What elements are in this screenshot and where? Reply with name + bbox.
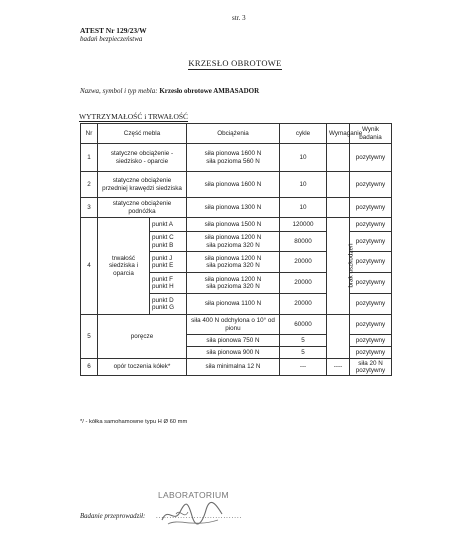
cell-cycles: 10	[280, 172, 327, 198]
header-result: Wynik badania	[350, 124, 392, 144]
cell-point-line: punkt F	[152, 275, 173, 283]
signoff-dotted-line: ................................	[156, 513, 243, 520]
signoff-label: Badanie przeprowadził:	[80, 513, 146, 520]
cell-point-line: punkt G	[152, 304, 175, 311]
cell-result: pozytywny	[350, 347, 392, 359]
cell-cycles: 120000	[280, 218, 327, 232]
cell-load	[187, 273, 280, 294]
cell-nr: 3	[81, 198, 98, 218]
cell-requirement: ----	[327, 359, 350, 376]
cell-cycles: 10	[280, 198, 327, 218]
cell-cycles: ---	[280, 359, 327, 376]
page-number: str. 3	[232, 14, 246, 22]
cell-point	[150, 273, 187, 294]
cell-point: punkt A	[150, 218, 187, 232]
results-table	[80, 123, 392, 376]
cell-load-line: siła pozioma 320 N	[206, 283, 260, 290]
furniture-name-label: Nazwa, symbol i typ mebla:	[80, 87, 158, 95]
cell-cycles: 20000	[280, 294, 327, 315]
cell-load-line: siła pionowa 1600 N	[204, 150, 262, 158]
cell-load	[187, 144, 280, 172]
cell-nr: 4	[81, 218, 98, 315]
cell-load: siła pionowa 900 N	[187, 347, 280, 359]
header-load: Obciążenia	[187, 124, 280, 144]
cell-requirement	[327, 198, 350, 218]
cell-load-line: siła pionowa 1200 N	[204, 234, 262, 242]
signature-scribble	[158, 494, 228, 530]
cell-load-line: siła pionowa 1200 N	[204, 254, 262, 262]
cell-point	[150, 252, 187, 273]
cell-part: statyczne obciążenie przedniej krawędzi siedziska	[98, 172, 187, 198]
cell-requirement	[327, 315, 350, 359]
cell-part: poręcze	[98, 315, 187, 359]
cell-result: pozytywny	[350, 198, 392, 218]
cell-load: siła pionowa 1100 N	[187, 294, 280, 315]
cell-point	[150, 232, 187, 252]
cell-cycles: 20000	[280, 273, 327, 294]
requirement-vertical-text: brak uszkodzeń	[347, 243, 355, 288]
cell-point-line: punkt D	[152, 296, 174, 304]
cell-nr: 6	[81, 359, 98, 376]
section-heading-text: WYTRZYMAŁOŚĆ i TRWAŁOŚĆ	[79, 112, 189, 121]
cell-cycles: 80000	[280, 232, 327, 252]
cell-result: pozytywny	[350, 172, 392, 198]
document-title	[0, 58, 470, 68]
cell-result: pozytywny	[350, 252, 392, 273]
furniture-name-value: Krzesło obrotowe AMBASADOR	[159, 87, 260, 95]
footnote: */ - kółka samohamowne typu H Ø 60 mm	[80, 419, 188, 425]
cell-point-line: punkt H	[152, 283, 174, 290]
cell-cycles: 20000	[280, 252, 327, 273]
cell-load-line: siła pionowa 1200 N	[204, 275, 262, 283]
cell-result-line: pozytywny	[355, 367, 386, 374]
cell-cycles: 5	[280, 347, 327, 359]
cell-result: pozytywny	[350, 335, 392, 347]
cell-load: siła pionowa 750 N	[187, 335, 280, 347]
cell-load: siła pionowa 1600 N	[187, 172, 280, 198]
cell-result: pozytywny	[350, 232, 392, 252]
section-heading	[79, 112, 188, 121]
cell-requirement	[327, 172, 350, 198]
furniture-name-line	[80, 87, 259, 95]
atest-title: ATEST Nr 129/23/W	[80, 26, 147, 35]
cell-requirement-merged	[327, 218, 355, 315]
cell-load	[187, 232, 280, 252]
cell-result: pozytywny	[350, 294, 392, 315]
header-requirements: Wymaganie	[327, 124, 350, 144]
cell-result: pozytywny	[350, 273, 392, 294]
cell-result	[350, 359, 392, 376]
cell-point-line: punkt J	[152, 254, 173, 262]
cell-load-line: siła pozioma 320 N	[206, 241, 260, 249]
cell-result: pozytywny	[350, 315, 392, 335]
cell-point-line: punkt E	[152, 262, 174, 269]
document-title-text: KRZESŁO OBROTOWE	[188, 58, 282, 68]
cell-load-line: siła pozioma 560 N	[206, 157, 260, 165]
table-row	[81, 172, 392, 198]
cell-load-line: siła pozioma 320 N	[206, 262, 260, 269]
cell-result: pozytywny	[350, 218, 392, 232]
cell-cycles: 5	[280, 335, 327, 347]
cell-point	[150, 294, 187, 315]
cell-nr: 1	[81, 144, 98, 172]
table-header-row	[81, 124, 392, 144]
table-row	[81, 144, 392, 172]
cell-part: statyczne obciążenie podnóżka	[98, 198, 187, 218]
cell-nr: 2	[81, 172, 98, 198]
cell-result: pozytywny	[350, 144, 392, 172]
header-part: Część mebla	[98, 124, 187, 144]
header-cycles: cykle	[280, 124, 327, 144]
cell-load: siła minimalna 12 N	[187, 359, 280, 376]
cell-part: statyczne obciążenie - siedzisko - oparcie	[98, 144, 187, 172]
laboratory-stamp: LABORATORIUM	[158, 490, 229, 500]
cell-point-line: punkt C	[152, 234, 174, 242]
cell-part: trwałość siedziska i oparcia	[98, 218, 150, 315]
table-row	[81, 359, 392, 376]
cell-load	[187, 252, 280, 273]
cell-point-line: punkt B	[152, 241, 174, 249]
table-row	[81, 198, 392, 218]
cell-requirement	[327, 144, 350, 172]
table-row	[81, 315, 392, 335]
cell-part: opór toczenia kółek*	[98, 359, 187, 376]
header-nr: Nr	[81, 124, 98, 144]
cell-load: siła pionowa 1500 N	[187, 218, 280, 232]
table-row	[81, 218, 392, 232]
atest-subtitle: badań bezpieczeństwa	[80, 35, 143, 43]
cell-cycles: 10	[280, 144, 327, 172]
cell-load: siła 400 N odchylona o 10° od pionu	[187, 315, 280, 335]
cell-load: siła pionowa 1300 N	[187, 198, 280, 218]
cell-cycles: 60000	[280, 315, 327, 335]
cell-result-line: siła 20 N	[358, 359, 383, 367]
cell-nr: 5	[81, 315, 98, 359]
